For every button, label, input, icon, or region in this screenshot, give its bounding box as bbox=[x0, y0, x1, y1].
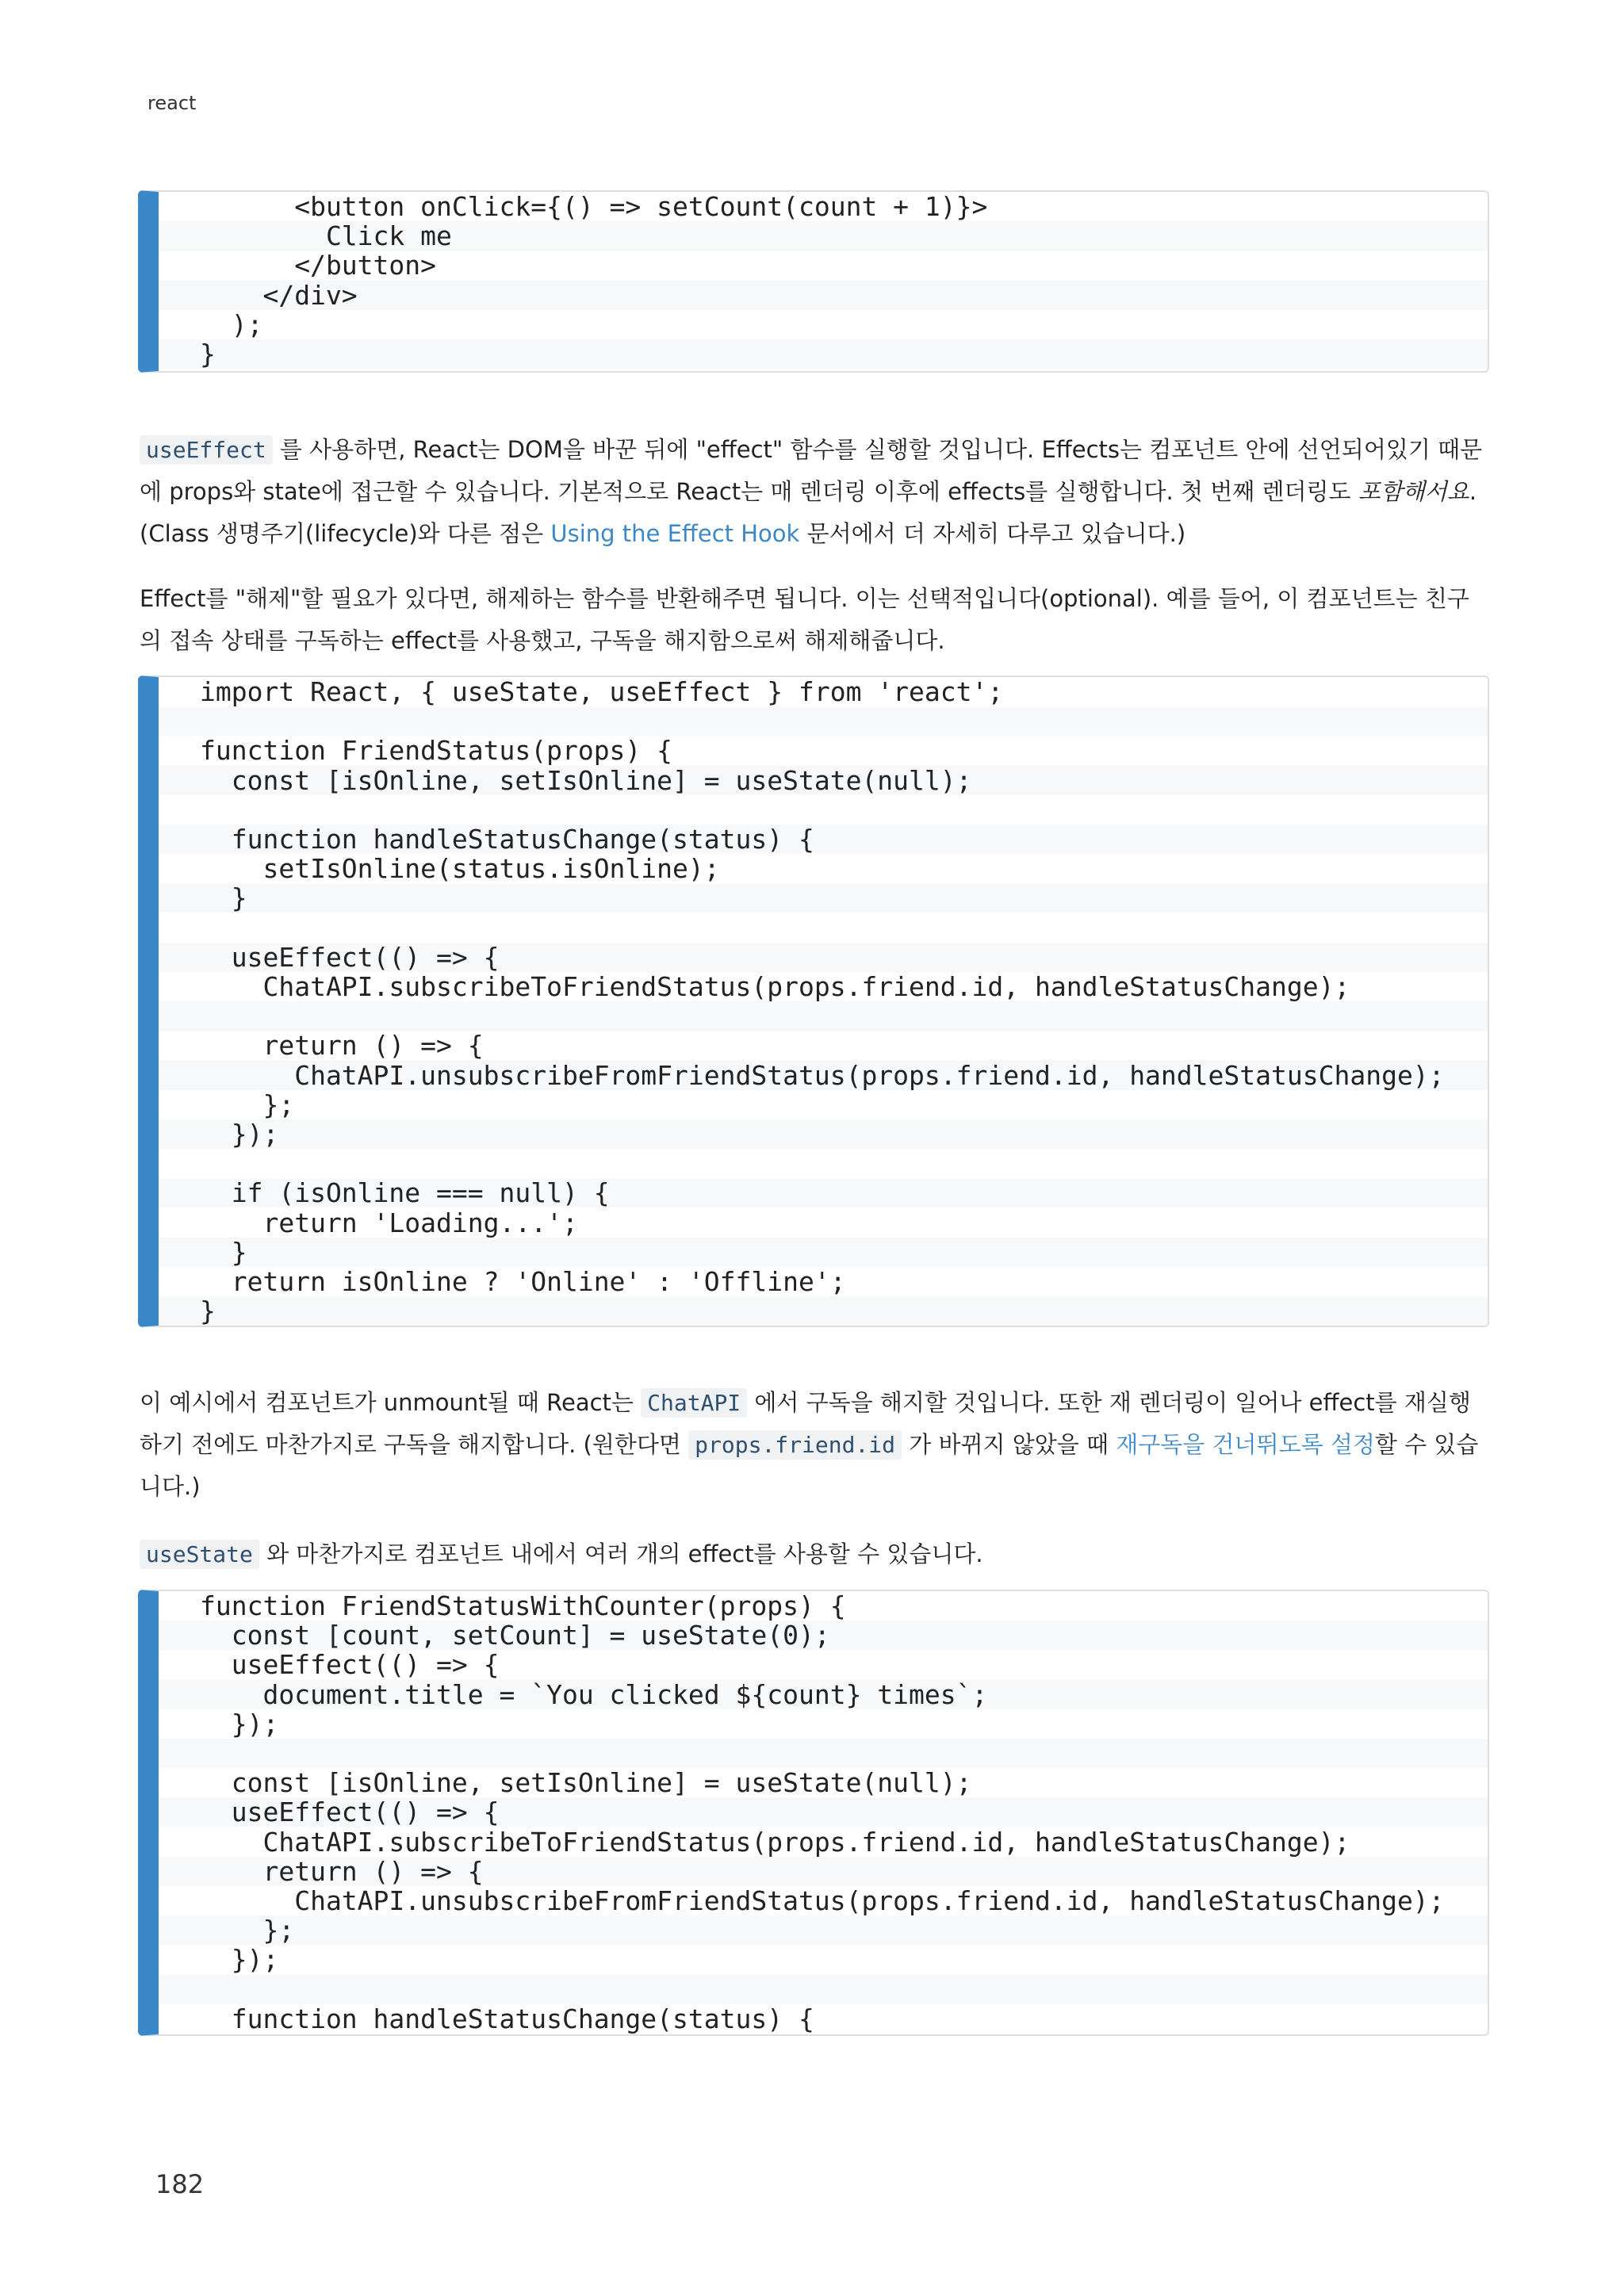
code-text: function FriendStatusWithCounter(props) { const [count, setCount] = useState(0); useEffect(() => { document.title = `You clicked ${count} times`; }); const [isOnline, setIsOnline] = useState(null); useEffect(() => { ChatAPI.subscribeToFriendStatus(props.friend.id, handleStatusChange); return () => { ChatAPI.unsubscribeFromFriendStatus(props.friend.id, handleStatusChange); }; }); function handleStatusChange(status) { bbox=[159, 1591, 1488, 2034]
inline-code-chatapi: ChatAPI bbox=[641, 1388, 747, 1418]
code-block-friend-status-with-counter bbox=[138, 1590, 1489, 2036]
paragraph-text: 를 사용하면, React는 DOM을 바꾼 뒤에 "effect" 함수를 실행할 것입니다. Effects는 컴포넌트 안에 선언되어있기 때문에 props와 state에 접근할 수 있습니다. 기본적으로 React는 매 렌더링 이후에 effects를 실행합니다. 첫 번째 렌더링도 bbox=[140, 436, 1483, 505]
paragraph-multiple-effects bbox=[140, 1533, 1489, 1575]
emphasis-text: 포함해서요 bbox=[1358, 478, 1469, 505]
code-block-friend-status bbox=[138, 675, 1489, 1327]
inline-code-props-friend-id: props.friend.id bbox=[688, 1430, 902, 1460]
paragraph-text: 할 수 있습니다.) bbox=[140, 1431, 1479, 1500]
link-skip-resubscribe[interactable]: 재구독을 건너뛰도록 설정 bbox=[1116, 1431, 1375, 1458]
paragraph-unmount bbox=[140, 1382, 1489, 1508]
code-block-button-snippet bbox=[138, 190, 1489, 373]
paragraph-text: 와 마찬가지로 컴포넌트 내에서 여러 개의 effect를 사용할 수 있습니다. bbox=[259, 1540, 983, 1567]
paragraph-text: 이 예시에서 컴포넌트가 unmount될 때 React는 bbox=[140, 1389, 642, 1416]
paragraph-text: 에서 구독을 해지할 것입니다. 또한 재 렌더링이 일어나 effect를 재실행하기 전에도 마찬가지로 구독을 해지합니다. (원한다면 bbox=[140, 1389, 1471, 1458]
running-header: react bbox=[147, 92, 197, 114]
code-text: import React, { useState, useEffect } from 'react'; function FriendStatus(props) { const [isOnline, setIsOnline] = useState(null); function handleStatusChange(status) { setIsOnline(status.isOnline); } useEffect(() => { ChatAPI.subscribeToFriendStatus(props.friend.id, handleStatusChange); return () => { ChatAPI.unsubscribeFromFriendStatus(props.friend.id, handleStatusChange); }; }); if (isOnline === null) { return 'Loading...'; } return isOnline ? 'Online' : 'Offline'; } bbox=[159, 677, 1488, 1326]
paragraph-text: 가 바뀌지 않았을 때 bbox=[902, 1431, 1116, 1458]
paragraph-text: . (Class 생명주기(lifecycle)와 다른 점은 bbox=[140, 478, 1477, 547]
inline-code-usestate: useState bbox=[140, 1540, 259, 1569]
inline-code-useeffect: useEffect bbox=[140, 435, 273, 465]
page-number: 182 bbox=[155, 2169, 205, 2199]
paragraph-useeffect-intro bbox=[140, 429, 1489, 555]
paragraph-text: 문서에서 더 자세히 다루고 있습니다.) bbox=[799, 520, 1186, 547]
code-text: <button onClick={() => setCount(count + 1)}> Click me </button> </div> ); } bbox=[159, 192, 1488, 369]
paragraph-cleanup: Effect를 "해제"할 필요가 있다면, 해제하는 함수를 반환해주면 됩니다. 이는 선택적입니다(optional). 예를 들어, 이 컴포넌트는 친구의 접속 상태를 구독하는 effect를 사용했고, 구독을 해지함으로써 해제해줍니다. bbox=[140, 585, 1469, 654]
link-using-the-effect-hook[interactable]: Using the Effect Hook bbox=[550, 520, 800, 547]
